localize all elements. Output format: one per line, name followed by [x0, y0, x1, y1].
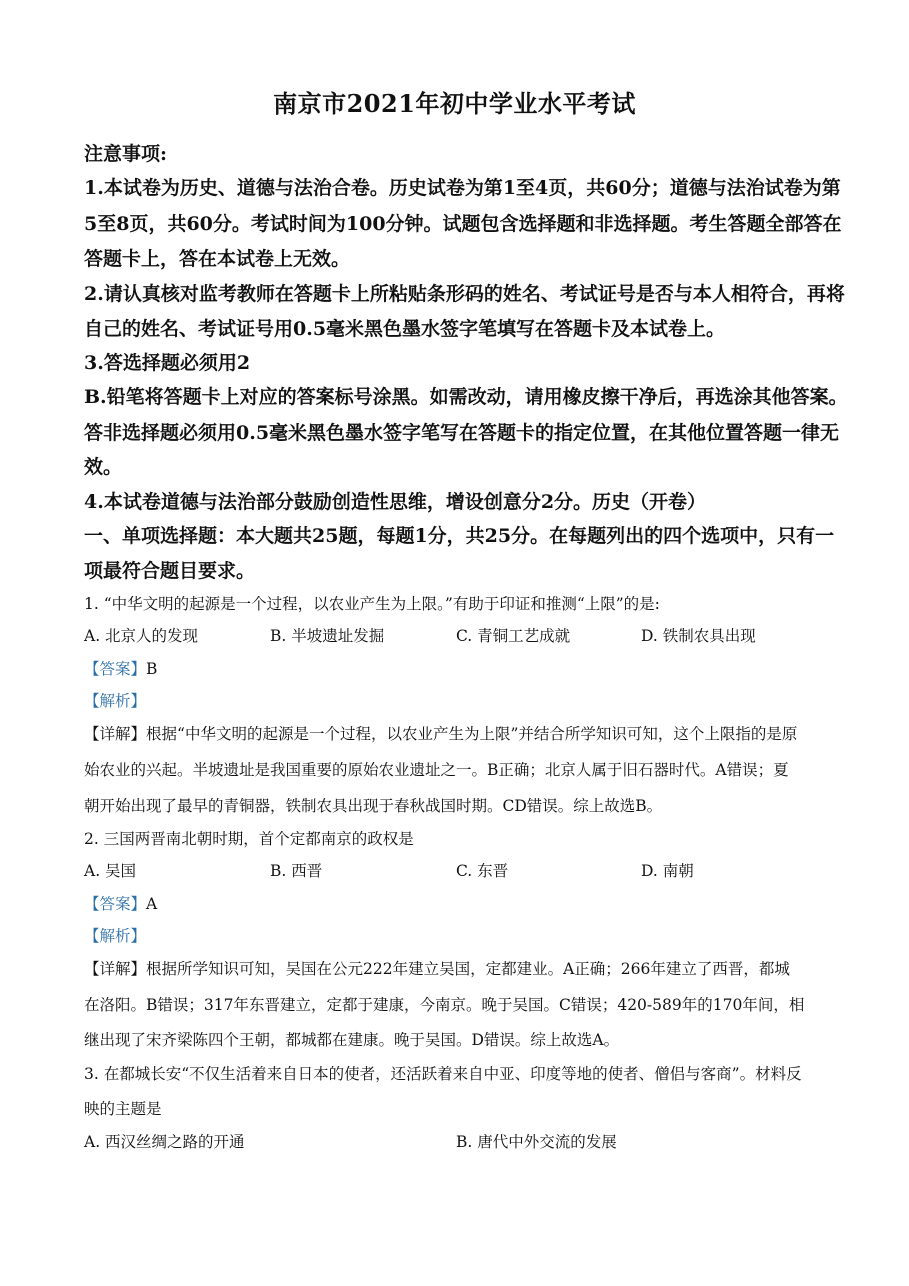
notice-line: 答题卡上，答在本试卷上无效。: [84, 248, 351, 270]
question-1-stem: 1. “中华文明的起源是一个过程，以农业产生为上限。”有助于印证和推测“上限”的是:: [84, 595, 660, 613]
notice-line: 1.本试卷为历史、道德与法治合卷。历史试卷为第1至4页，共60分；道德与法治试卷为第: [84, 177, 841, 199]
section-heading-cont: 项最符合题目要求。: [84, 560, 256, 582]
q1-detail-line: [84, 722, 797, 744]
q2-option-a: A. 吴国: [84, 862, 137, 880]
notice-line: 答非选择题必须用0.5毫米黑色墨水签字笔写在答题卡的指定位置，在其他位置答题一律无: [84, 422, 840, 444]
q2-analysis-tag: 【解析】: [84, 927, 147, 945]
notice-line: 效。: [84, 456, 123, 478]
q1-option-b: B. 半坡遗址发掘: [270, 627, 385, 645]
question-3-stem: 3. 在都城长安“不仅生活着来自日本的使者，还活跃着来自中亚、印度等地的使者、僧侣与客商”。材料反: [84, 1065, 802, 1083]
notice-heading: 注意事项:: [84, 143, 168, 165]
q1-option-a: A. 北京人的发现: [84, 627, 199, 645]
q1-answer: [84, 657, 157, 679]
q1-analysis-tag: 【解析】: [84, 692, 147, 710]
q1-option-c: C. 青铜工艺成就: [456, 627, 571, 645]
q1-option-d: D. 铁制农具出现: [641, 627, 756, 645]
notice-line: 3.答选择题必须用2: [84, 352, 251, 374]
answer-tag: 【答案】: [84, 895, 147, 913]
section-heading: 一、单项选择题：本大题共25题，每题1分，共25分。在每题列出的四个选项中，只有一: [84, 525, 835, 547]
notice-line: 2.请认真核对监考教师在答题卡上所粘贴条形码的姓名、考试证号是否与本人相符合，再将: [84, 283, 845, 305]
notice-line: 5至8页，共60分。考试时间为100分钟。试题包含选择题和非选择题。考生答题全部答在: [84, 213, 842, 235]
q3-option-b: B. 唐代中外交流的发展: [456, 1133, 617, 1151]
q2-detail-line: 继出现了宋齐梁陈四个王朝，都城都在建康。晚于吴国。D错误。综上故选A。: [84, 1031, 620, 1049]
detail-tag: 【详解】: [84, 960, 147, 978]
q1-detail-line: 朝开始出现了最早的青铜器，铁制农具出现于春秋战国时期。CD错误。综上故选B。: [84, 797, 663, 815]
notice-line: B.铅笔将答题卡上对应的答案标号涂黑。如需改动，请用橡皮擦干净后，再选涂其他答案。: [84, 386, 848, 408]
answer-value: B: [146, 660, 158, 678]
page-title: 南京市2021年初中学业水平考试: [273, 89, 636, 118]
q2-option-b: B. 西晋: [270, 862, 323, 880]
q2-option-d: D. 南朝: [641, 862, 694, 880]
question-3-stem-cont: 映的主题是: [84, 1100, 162, 1118]
question-2-stem: 2. 三国两晋南北朝时期，首个定都南京的政权是: [84, 830, 414, 848]
detail-text: 根据所学知识可知，吴国在公元222年建立吴国，定都建业。A正确；266年建立了西晋，都城: [146, 960, 790, 978]
notice-line: 自己的姓名、考试证号用0.5毫米黑色墨水签字笔填写在答题卡及本试卷上。: [84, 318, 726, 340]
notice-line: 4.本试卷道德与法治部分鼓励创造性思维，增设创意分2分。历史（开卷）: [84, 491, 707, 513]
q2-detail-line: 在洛阳。B错误；317年东晋建立，定都于建康，今南京。晚于吴国。C错误；420-589年的170年间，相: [84, 996, 805, 1014]
q2-detail-line: [84, 957, 790, 979]
answer-tag: 【答案】: [84, 660, 147, 678]
q2-option-c: C. 东晋: [456, 862, 509, 880]
q2-answer: [84, 892, 157, 914]
answer-value: A: [146, 895, 158, 913]
detail-tag: 【详解】: [84, 725, 147, 743]
detail-text: 根据“中华文明的起源是一个过程，以农业产生为上限”并结合所学知识可知，这个上限指的是原: [146, 725, 798, 743]
q1-detail-line: 始农业的兴起。半坡遗址是我国重要的原始农业遗址之一。B正确；北京人属于旧石器时代。A错误；夏: [84, 761, 789, 779]
q3-option-a: A. 西汉丝绸之路的开通: [84, 1133, 245, 1151]
